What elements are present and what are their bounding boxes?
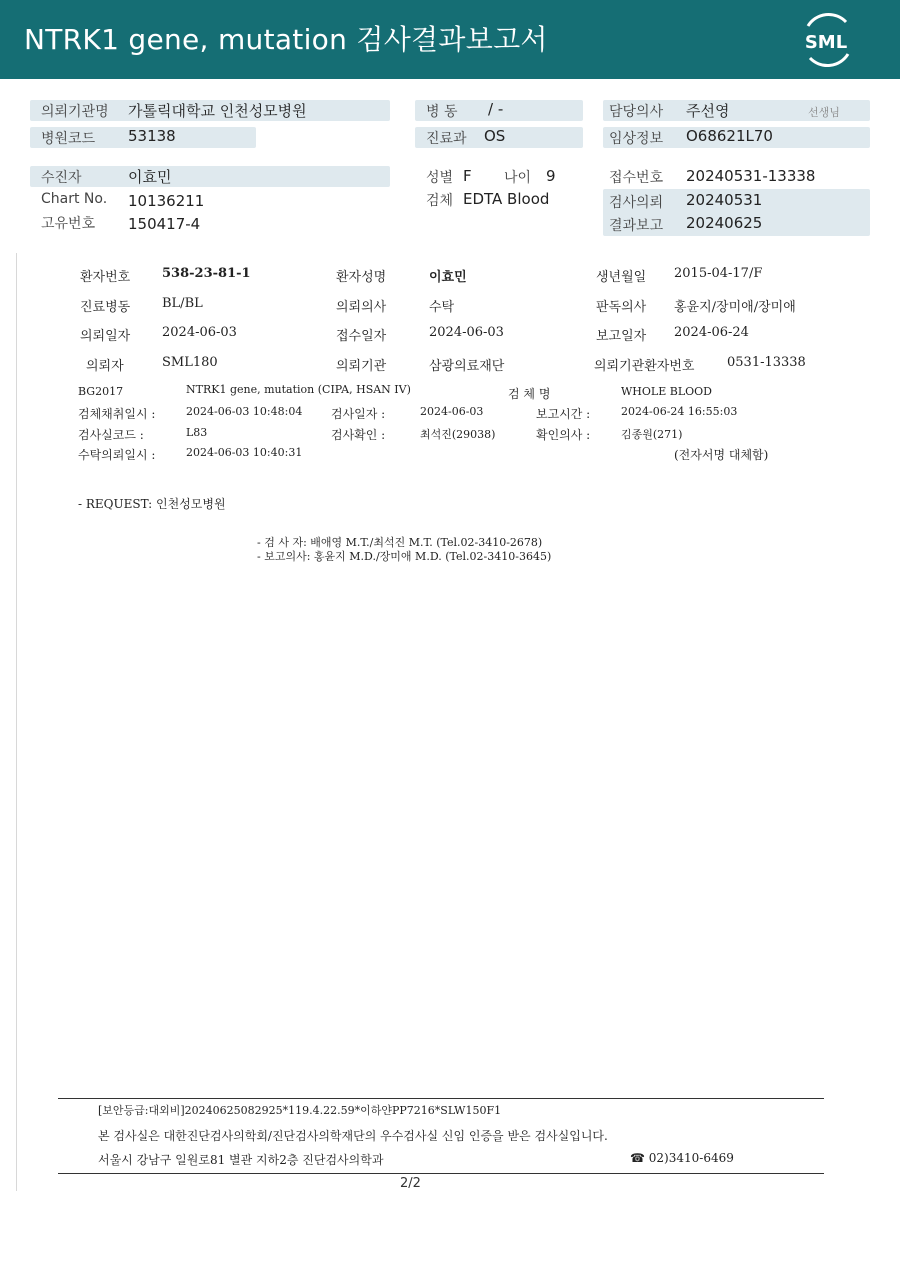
confirm-label: 확인의사 :: [536, 428, 591, 442]
unique-id-label: 고유번호: [41, 216, 96, 232]
sex-label: 성별: [426, 170, 454, 186]
reader-label: 판독의사: [596, 300, 647, 315]
requester-value: SML180: [162, 355, 218, 370]
ward2-value: BL/BL: [162, 296, 203, 311]
logo-arc-icon: [796, 12, 856, 68]
testdate-value: 2024-06-03: [420, 405, 484, 418]
reptime-value: 2024-06-24 16:55:03: [621, 405, 738, 418]
ward-label: 병 동: [426, 104, 458, 120]
hospital-value: 가톨릭대학교 인천성모병원: [128, 102, 307, 120]
age-label: 나이: [504, 170, 532, 186]
consign-value: 2024-06-03 10:40:31: [186, 446, 303, 459]
patient-label: 수진자: [41, 170, 82, 186]
reqdate-label: 의뢰일자: [80, 329, 131, 344]
requester-label: 의뢰자: [86, 359, 124, 374]
reqinst-label: 의뢰기관: [336, 359, 387, 374]
recvdate-label: 접수일자: [336, 329, 387, 344]
hospital-label: 의뢰기관명: [41, 104, 109, 120]
dept-label: 진료과: [426, 131, 467, 147]
recvdate-value: 2024-06-03: [429, 325, 504, 340]
request-date-value: 20240531: [686, 191, 763, 209]
tester-line: - 검 사 자: 배애영 M.T./최석진 M.T. (Tel.02-3410-2678): [257, 536, 543, 549]
receipt-label: 접수번호: [609, 170, 664, 186]
phone-icon: ☎: [630, 1151, 645, 1165]
doctor-label: 담당의사: [609, 104, 664, 120]
request-date-label: 검사의뢰: [609, 195, 664, 211]
report-title: NTRK1 gene, mutation 검사결과보고서: [24, 23, 548, 56]
phone-group: [630, 1151, 734, 1165]
pid-value: 538-23-81-1: [162, 266, 251, 281]
request-note: - REQUEST: 인천성모병원: [78, 497, 226, 511]
pname-value: 이효민: [429, 270, 467, 285]
patient-row-bg: [30, 166, 390, 187]
pname-label: 환자성명: [336, 270, 387, 285]
dob-value: 2015-04-17/F: [674, 266, 763, 281]
logo-text: SML: [804, 32, 848, 53]
esign-note: (전자서명 대체함): [674, 448, 769, 462]
collect-value: 2024-06-03 10:48:04: [186, 405, 303, 418]
clinical-value: O68621L70: [686, 127, 773, 145]
confirm-value: 김종원(271): [621, 428, 683, 441]
report-date-label: 결과보고: [609, 218, 664, 234]
specimen-label: 검체: [426, 193, 454, 209]
reptime-label: 보고시간 :: [536, 407, 591, 421]
instpid-label: 의뢰기관환자번호: [594, 359, 695, 374]
specimen-value: EDTA Blood: [463, 190, 550, 208]
receipt-value: 20240531-13338: [686, 167, 816, 185]
testdate-label: 검사일자 :: [331, 407, 386, 421]
sml-logo: [796, 12, 856, 68]
test-name: NTRK1 gene, mutation (CIPA, HSAN IV): [186, 383, 411, 396]
collect-label: 검체채취일시 :: [78, 407, 156, 421]
hospital-code-value: 53138: [128, 127, 176, 145]
ward2-label: 진료병동: [80, 300, 131, 315]
labcode-value: L83: [186, 426, 208, 439]
report-date-value: 20240625: [686, 214, 763, 232]
verify-label: 검사확인 :: [331, 428, 386, 442]
security-line: [보안등급:대외비]20240625082925*119.4.22.59*이하얀PP7216*SLW150F1: [98, 1104, 502, 1117]
chart-value: 10136211: [128, 192, 205, 210]
reqinst-value: 삼광의료재단: [429, 359, 505, 374]
verify-value: 최석진(29038): [420, 428, 496, 441]
footer-bottom-rule: [58, 1173, 824, 1174]
clinical-label: 임상정보: [609, 131, 664, 147]
certification-line: 본 검사실은 대한진단검사의학회/진단검사의학재단의 우수검사실 신임 인증을 받은 검사실입니다.: [98, 1129, 608, 1143]
repdate-label: 보고일자: [596, 329, 647, 344]
reqdoc-label: 의뢰의사: [336, 300, 387, 315]
chart-label: Chart No.: [41, 191, 108, 207]
pid-label: 환자번호: [80, 270, 131, 285]
unique-id-value: 150417-4: [128, 215, 201, 233]
reader-value: 홍윤지/장미애/장미애: [674, 300, 796, 315]
dept-value: OS: [484, 127, 506, 145]
phone-number: 02)3410-6469: [648, 1151, 734, 1165]
sex-value: F: [463, 167, 472, 185]
specimen-name-value: WHOLE BLOOD: [621, 385, 712, 398]
doctor-suffix: 선생님: [808, 106, 840, 119]
reqdoc-value: 수탁: [429, 300, 455, 315]
specimen-name-label: 검 체 명: [508, 387, 551, 401]
test-code: BG2017: [78, 385, 124, 398]
repdate-value: 2024-06-24: [674, 325, 749, 340]
hospital-code-label: 병원코드: [41, 131, 96, 147]
page-number: 2/2: [400, 1176, 421, 1191]
footer-top-rule: [58, 1098, 824, 1099]
dob-label: 생년월일: [596, 270, 647, 285]
address-line: 서울시 강남구 일원로81 별관 지하2층 진단검사의학과: [98, 1153, 384, 1167]
consign-label: 수탁의뢰일시 :: [78, 448, 156, 462]
ward-value: / -: [488, 100, 504, 118]
patient-value: 이효민: [128, 168, 172, 186]
report-frame-left-border: [16, 253, 17, 1191]
instpid-value: 0531-13338: [727, 355, 806, 370]
reporter-line: - 보고의사: 홍윤지 M.D./장미애 M.D. (Tel.02-3410-3645): [257, 550, 552, 563]
age-value: 9: [546, 167, 556, 185]
doctor-value: 주선영: [686, 102, 730, 120]
labcode-label: 검사실코드 :: [78, 428, 144, 442]
reqdate-value: 2024-06-03: [162, 325, 237, 340]
